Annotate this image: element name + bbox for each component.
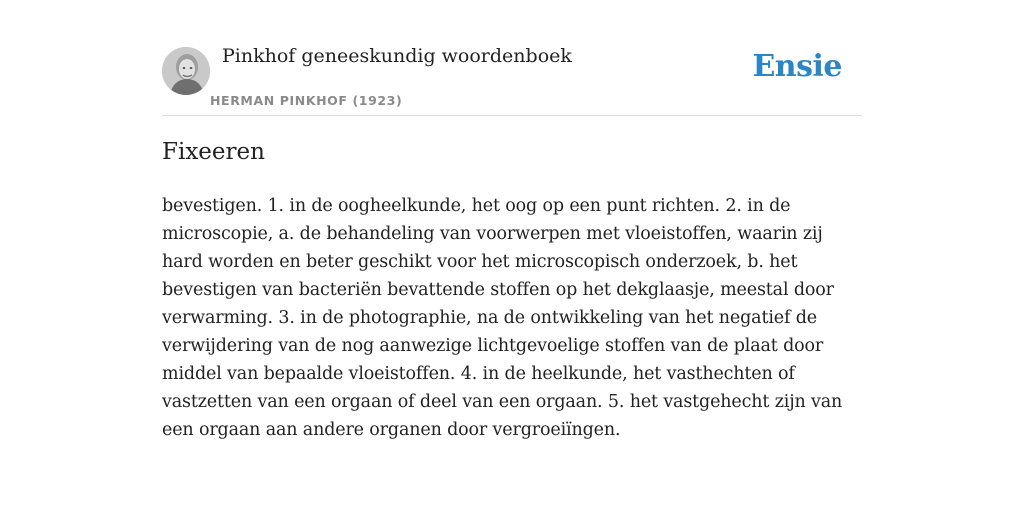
entry-definition: bevestigen. 1. in de oogheelkunde, het oog op een punt richten. 2. in de microscopie, a. de behandeling van voorwerpen met vloeistoffen, waarin zij hard worden en beter geschikt voor het microscopisch onderzoek, b. het bevestigen van bacteriën bevattende stoffen op het dekglaasje, meestal door verwarming. 3. in de photographie, na de ontwikkeling van het negatief de verwijdering van de nog aanwezige lichtgevoelige stoffen van de plaat door middel van bepaalde vloeistoffen. 4. in de heelkunde, het vasthechten of vastzetten van een orgaan of deel van een orgaan. 5. het vastgehecht zijn van een orgaan aan andere organen door vergroeiïngen. xyxy=(162,196,843,440)
book-title[interactable]: Pinkhof geneeskundig woordenboek xyxy=(222,45,572,67)
author-portrait-icon xyxy=(162,47,210,95)
book-header xyxy=(162,44,862,116)
entry-term: Fixeeren xyxy=(162,139,265,165)
ensie-logo[interactable]: Ensie xyxy=(752,49,842,84)
author-label: HERMAN PINKHOF (1923) xyxy=(210,93,403,108)
